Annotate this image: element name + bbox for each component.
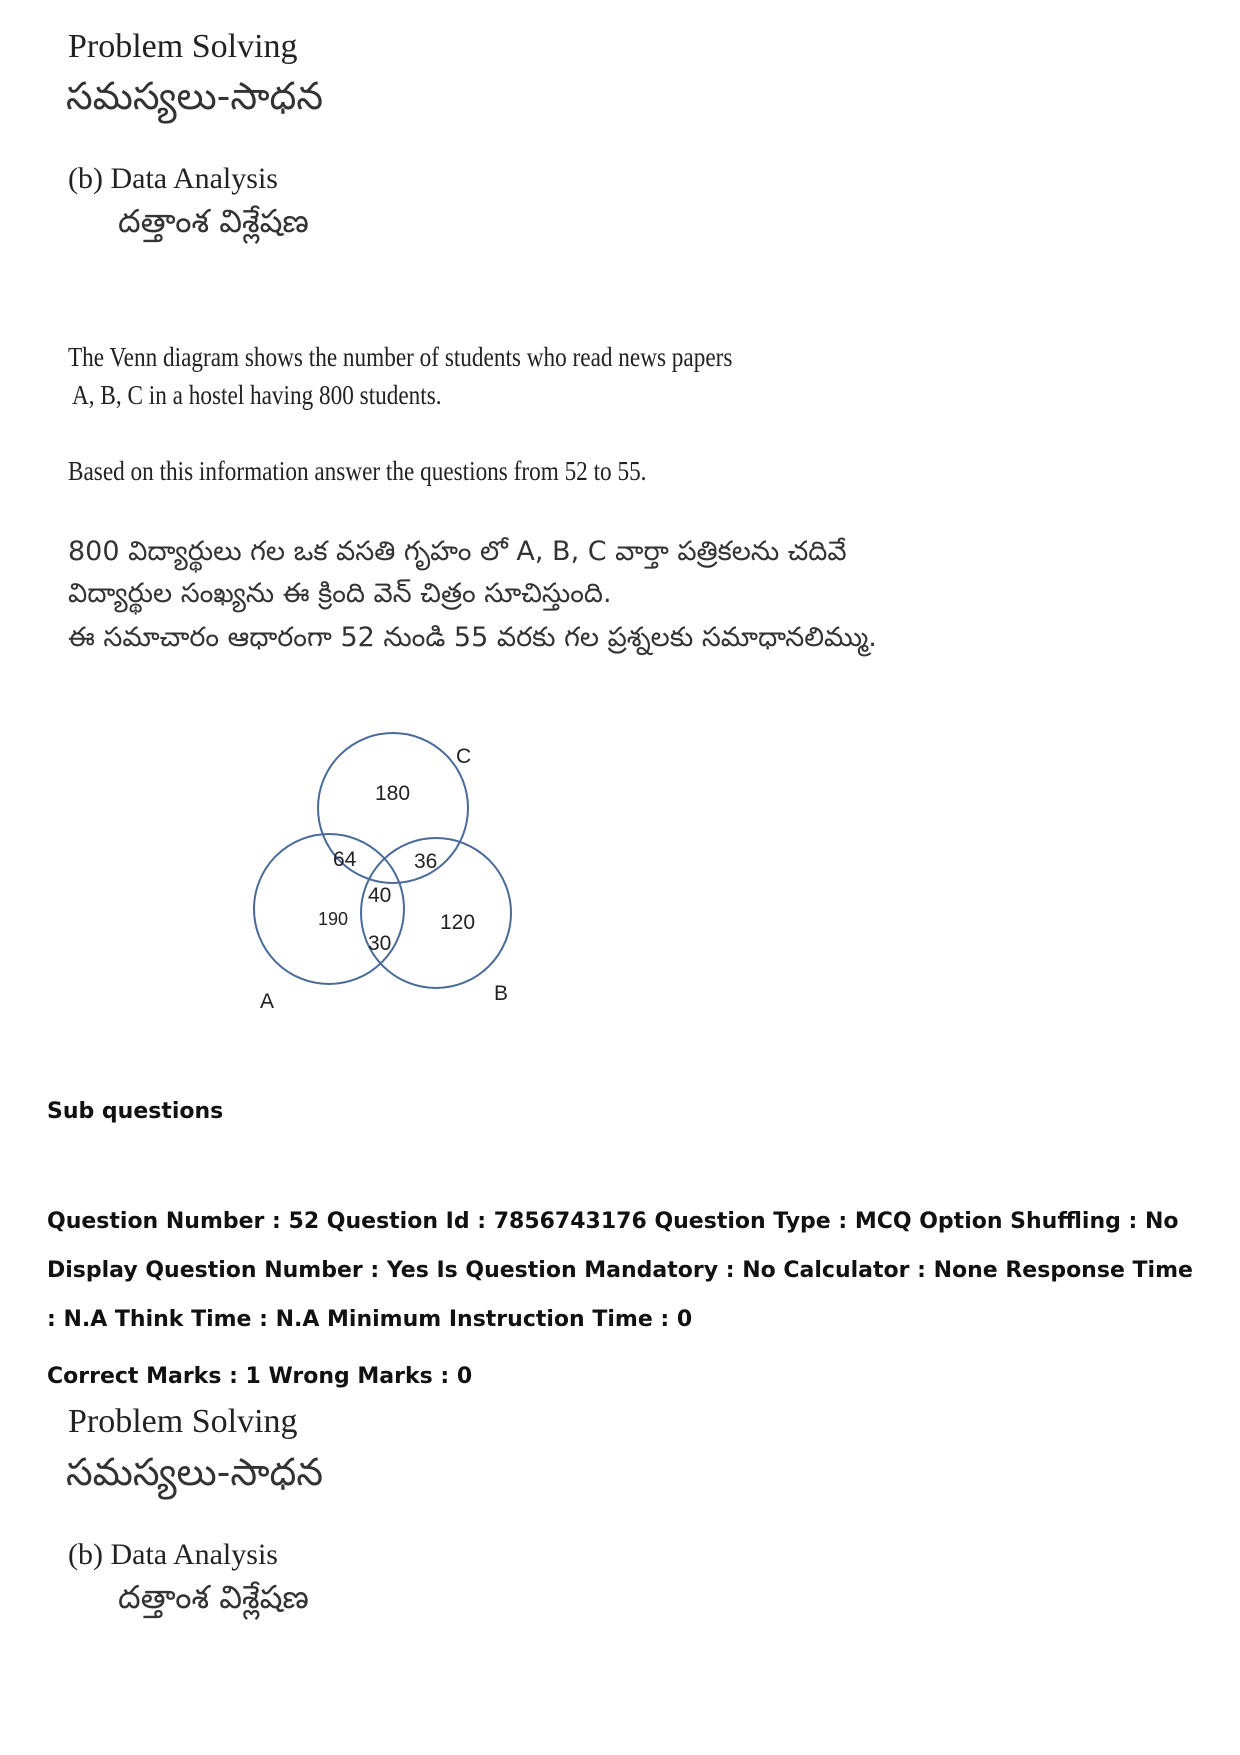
region-c-only: 180 — [375, 782, 411, 805]
region-a-b: 30 — [368, 932, 392, 955]
section-title-te: సమస్యలు-సాధన — [66, 74, 324, 118]
passage-te-line2: విద్యార్థుల సంఖ్యను ఈ క్రింది వెన్ చిత్రం సూచిస్తుంది. — [68, 578, 612, 609]
passage-te-line1: 800 విద్యార్థులు గల ఒక వసతి గృహం లో A, B, C వార్తా పత్రికలను చదివే — [68, 536, 847, 567]
passage-te-line3: ఈ సమాచారం ఆధారంగా 52 నుండి 55 వరకు గల ప్రశ్నలకు సమాధానలిమ్ము. — [68, 622, 877, 653]
region-b-c: 36 — [414, 850, 438, 873]
section-title-en: Problem Solving — [68, 28, 298, 65]
region-a-c: 64 — [333, 848, 357, 871]
sub-questions-label: Sub questions — [47, 1099, 224, 1124]
region-a-only: 190 — [318, 909, 349, 929]
subsection-title-en: (b) Data Analysis — [68, 162, 278, 195]
passage-en-line2: A, B, C in a hostel having 800 students. — [72, 380, 442, 410]
subsection2-title-en: (b) Data Analysis — [68, 1538, 278, 1571]
question-meta-line1: Question Number : 52 Question Id : 7856743176 Question Type : MCQ Option Shuffling : No — [47, 1209, 1179, 1234]
subsection-title-te: దత్తాంశ విశ్లేషణ — [118, 202, 309, 240]
question-meta-line2: Display Question Number : Yes Is Question Mandatory : No Calculator : None Response Time — [47, 1258, 1193, 1283]
passage-en-line1: The Venn diagram shows the number of students who read news papers — [68, 342, 733, 372]
region-a-b-c: 40 — [368, 884, 392, 907]
set-label-b: B — [494, 982, 509, 1005]
question-meta-line3: : N.A Think Time : N.A Minimum Instruction Time : 0 — [47, 1307, 693, 1332]
region-b-only: 120 — [440, 911, 476, 934]
section2-title-te: సమస్యలు-సాధన — [66, 1450, 324, 1494]
passage-en-line3: Based on this information answer the questions from 52 to 55. — [68, 456, 647, 486]
set-label-c: C — [456, 745, 472, 768]
section2-title-en: Problem Solving — [68, 1403, 298, 1440]
subsection2-title-te: దత్తాంశ విశ్లేషణ — [118, 1578, 309, 1616]
question-marks: Correct Marks : 1 Wrong Marks : 0 — [47, 1364, 473, 1389]
venn-diagram — [240, 715, 530, 1015]
set-label-a: A — [260, 990, 275, 1013]
